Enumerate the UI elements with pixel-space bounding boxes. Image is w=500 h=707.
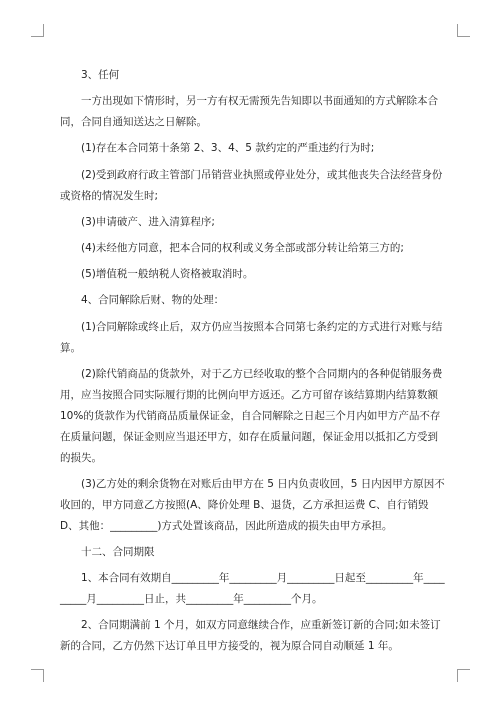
crop-mark-top-left (31, 24, 44, 37)
crop-mark-bottom-left (31, 669, 44, 682)
document-page (60, 65, 448, 663)
crop-mark-bottom-right (457, 669, 470, 682)
settlement-item-3: (3)乙方处的剩余货物在对账后由甲方在 5 日内负责收回，5 日内因甲方原因不收回的，甲方同意乙方按照(A、降价处理 B、退货，乙方承担运费 C、自行销毁 D、其他：_________)方式处置该商品，因此所造成的损失由甲方承担。 (60, 477, 445, 532)
heading-clause-4: 4、合同解除后财、物的处理： (81, 294, 225, 307)
list-item-3: (3)申请破产、进入清算程序; (81, 215, 215, 228)
heading-clause-3: 3、任何 (81, 69, 120, 81)
list-item-2: (2)受到政府行政主管部门吊销营业执照或停业处分，或其他丧失合法经营身份或资格的情况发生时; (60, 168, 443, 202)
settlement-item-2: (2)除代销商品的货款外，对于乙方已经收取的整个合同期内的各种促销服务费用，应当按照合同实际履行期的比例向甲方返还。乙方可留存该结算期内结算数额 10%的货款作为代销商品质量保证金，自合同解除之日起三个月内如甲方产品不存在质量问题，保证金则应当退还甲方，如存在质量问题，保证金用以抵扣乙方受到的损失。 (60, 367, 443, 464)
list-item-4: (4)未经他方同意，把本合同的权利或义务全部或部分转让给第三方的; (81, 241, 404, 254)
crop-mark-top-right (457, 24, 470, 37)
list-item-1: (1)存在本合同第十条第 2、3、4、5 款约定的严重违约行为时; (81, 142, 375, 155)
term-item-2: 2、合同期满前 1 个月，如双方同意继续合作，应重新签订新的合同;如未签订新的合同，乙方仍然下达订单且甲方接受的，视为原合同自动顺延 1 年。 (60, 619, 441, 653)
term-item-1: 1、本合同有效期自_________年_________月_________日起至_________年_________月_________日止，共_________年_________个月。 (60, 572, 445, 606)
settlement-item-1: (1)合同解除或终止后，双方仍应当按照本合同第七条约定的方式进行对账与结算。 (60, 320, 443, 354)
list-item-5: (5)增值税一般纳税人资格被取消时。 (81, 268, 254, 281)
paragraph-termination-notice: 一方出现如下情形时，另一方有权无需预先告知即以书面通知的方式解除本合同，合同自通知送达之日解除。 (60, 95, 438, 129)
section-heading-term: 十二、合同期限 (81, 546, 155, 559)
